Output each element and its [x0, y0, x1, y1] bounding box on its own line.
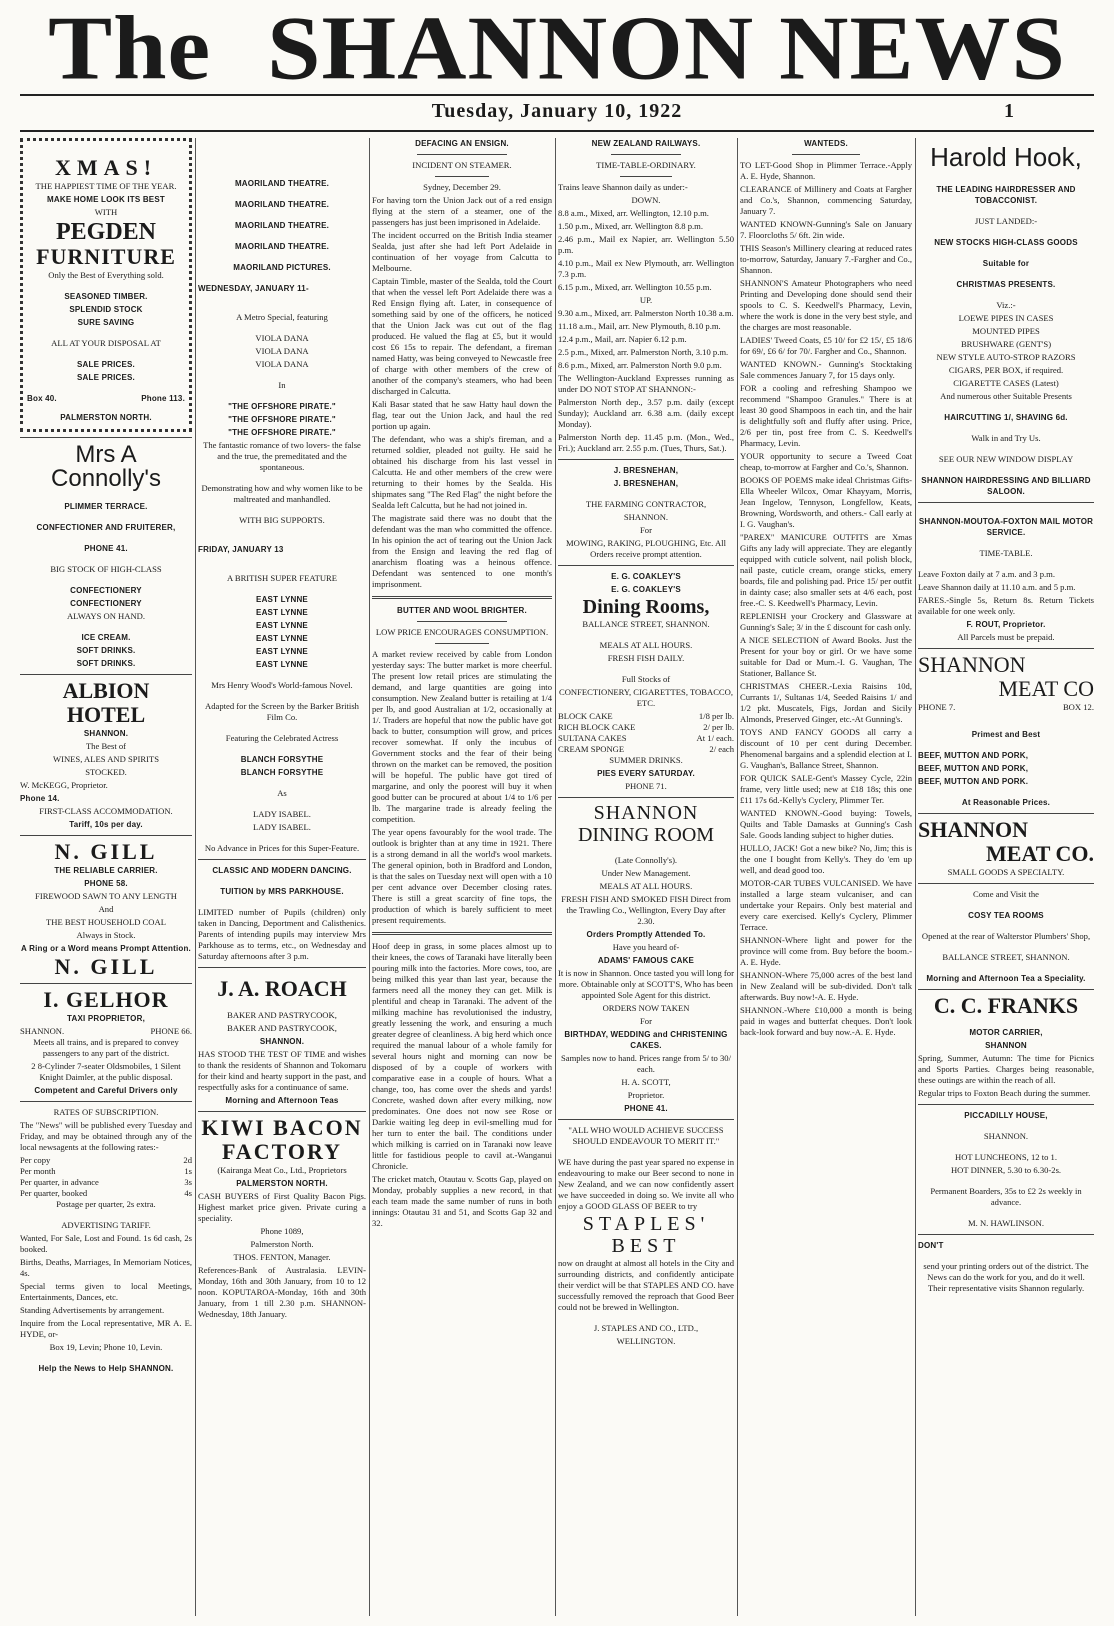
- train-row: 11.18 a.m., Mail, arr. New Plymouth, 8.10 p.m.: [558, 321, 721, 331]
- dancing-ad: CLASSIC AND MODERN DANCING. TUITION by MRS PARKHOUSE. LIMITED number of Pupils (children) only taken in Dancing, Deportment and Calisthenics. Parents of intending pupils may interview Mrs Parkhouse as to terms, etc., on Wednesday and Saturday afternoons after 3 p.m.: [198, 866, 366, 961]
- classified-item: SHANNON-Where light and power for the province will come from. Buy before the boom.-A. E. Hyde.: [740, 935, 912, 967]
- ad-text: ICE CREAM.: [81, 633, 131, 642]
- ad-text: A Ring or a Word means Prompt Attention.: [21, 944, 191, 953]
- classified-item: THIS Season's Millinery clearing at reduced rates to-morrow, Saturday, January 7.-Fargher and Co., Shannon.: [740, 243, 912, 275]
- classified-item: FOR QUICK SALE-Gent's Massey Cycle, 22in frame, very little used; new at £18 18s; this one £11 17s 6d.-Kelly's Cyclery, Plimmer Ter.: [740, 773, 912, 805]
- ad-text: PLIMMER TERRACE.: [64, 502, 148, 511]
- body-text: Box 19, Levin; Phone 10, Levin.: [49, 1342, 163, 1352]
- wanteds-list: [740, 160, 912, 1038]
- ad-text: SEASONED TIMBER.: [64, 292, 148, 301]
- article-headline: NEW ZEALAND RAILWAYS.: [591, 139, 701, 148]
- masthead-rule-bottom: [20, 130, 1094, 132]
- dining-heading: DINING ROOM: [577, 824, 715, 846]
- body-text: Special terms given to local Meetings, Entertainments, Dances, etc.: [20, 1281, 192, 1302]
- contact-row: [27, 393, 185, 404]
- classified-item: A NICE SELECTION of Award Books. Just the Present for your boy or girl. Or we have some suitable for Dad or Mum.-I. G. Vaughan, The Stationer, Ballance St.: [740, 635, 912, 678]
- column-6: [918, 138, 1094, 1616]
- train-row: 2.46 p.m., Mail ex Napier, arr. Wellington 5.50 p.m.: [558, 234, 734, 255]
- train-row: 2.5 p.m., Mixed, arr. Palmerston North, 3.10 p.m.: [558, 347, 729, 357]
- ad-text: SHANNON.: [83, 729, 129, 738]
- classified-item: WANTED KNOWN.- Gunning's Stocktaking Sale commences January 7, for 15 days only.: [740, 359, 912, 380]
- box-number: BOX 12.: [1062, 702, 1094, 712]
- ad-text: Only the Best of Everything sold.: [48, 270, 164, 280]
- classified-item: SHANNON'S Amateur Photographers who need Printing and Developing done should send their spools to C. S. Keedwell's Pharmacy, Levin, where the work is done in the very best style, and the charges are most reasonable.: [740, 278, 912, 332]
- newspaper-title: [20, 0, 1094, 99]
- rate-row: Per quarter, booked 4s: [20, 1188, 192, 1198]
- gill-ad: [20, 841, 192, 978]
- column-2: [198, 138, 366, 1616]
- roach-ad: J. A. ROACH BAKER AND PASTRYCOOK, BAKER AND PASTRYCOOK, SHANNON. HAS STOOD THE TEST OF TIME and wishes to thank the residents of Shannon and Tokomaru for their kind and hearty support in the past, and respectfully asks for a continuance of same. Morning and Afternoon Teas: [198, 976, 366, 1105]
- piccadilly-ad: PICCADILLY HOUSE, SHANNON. HOT LUNCHEONS, 12 to 1. HOT DINNER, 5.30 to 6.30-2s. Permanent Boarders, 35s to £2 2s weekly in advance. M. N. HAWLINSON.: [930, 1111, 1082, 1228]
- column-divider: [737, 138, 738, 1616]
- train-row: 12.4 p.m., Mail, arr. Napier 6.12 p.m.: [558, 334, 687, 344]
- title-name: SHANNON NEWS: [267, 0, 1066, 99]
- ad-text: SHANNON.: [20, 1026, 65, 1036]
- ad-text: CONFECTIONERY: [70, 586, 142, 595]
- ad-text: SALE PRICES.: [77, 373, 135, 382]
- rate-row: Per month 1s: [20, 1166, 192, 1176]
- ad-text: THE RELIABLE CARRIER.: [54, 866, 158, 875]
- ad-text: W. McKEGG, Proprietor.: [20, 780, 108, 790]
- ad-text: SOFT DRINKS.: [76, 646, 136, 655]
- column-5: [740, 138, 912, 1616]
- train-row: 4.10 p.m., Mail ex New Plymouth, arr. Wellington 7.3 p.m.: [558, 258, 734, 279]
- classified-item: WANTED KNOWN.-Good buying: Towels, Quilts and Table Damasks at Gunning's Cash Sale. Goods landing subject to higher duties.: [740, 808, 912, 840]
- classified-item: WANTED KNOWN-Gunning's Sale on January 7. Floorcloths 5/ 6ft. 2in wide.: [740, 219, 912, 240]
- ad-text: SPLENDID STOCK: [69, 305, 143, 314]
- pegden-ad: [20, 138, 192, 432]
- ad-text: STOCKED.: [85, 767, 127, 777]
- ad-text: FIREWOOD SAWN TO ANY LENGTH: [35, 891, 177, 901]
- ad-text: Always in Stock.: [76, 930, 136, 940]
- hotel-heading: HOTEL: [66, 702, 146, 727]
- phone-number: PHONE 7.: [918, 702, 956, 712]
- body-text: Inquire from the Local representative, MR A. E. HYDE, or-: [20, 1318, 192, 1339]
- classified-item: SHANNON.-Where £10,000 a month is being paid in wages and butterfat cheques. Don't look back-look forward and buy now.-A. E. Hyde.: [740, 1005, 912, 1037]
- ad-text: SURE SAVING: [77, 318, 135, 327]
- taranaki-article: Hoof deep in grass, in some places almost up to their knees, the cows of Taranaki have literally been pouring milk into the factories. More cows, too, are being milked this year than last year, because the farmers need all the money they can get. Milk is plentiful and cheap in Taranaki. The advent of the milking machine has revolutionised the industry, greatly lessening the work, and ensuring a much greater degree of cleanliness. A big herd which once required the manual labour of a whole family for several hours night and morning can now be disposed of by a couple of workers with comparative ease in a couple of hours. What a change, too, has come over the sheds and yards! Concrete, washed down after every milking, now predominates. One does not now see Rose or Darkie waiting leg deep in evil-smelling mud for her turn to enter the bail. The conditions under which milking is carried on in Taranaki now leave little for fastidious people to cavil at.-Wanganui Chronicle. The cricket match, Otautau v. Scotts Gap, played on Monday, probably supplies a new record, in that each team made the same number of runs in both innings: Otautau 31 and 51, and Scotts Gap 32 and 32.: [372, 941, 552, 1228]
- dining-rooms-heading: Dining Rooms,: [582, 596, 710, 618]
- butter-article: BUTTER AND WOOL BRIGHTER. LOW PRICE ENCOURAGES CONSUMPTION. A market review received by cable from London yesterday says: The butter market is more cheerful. The present low retail prices are stimulating the demand, and large quantities are going into consumption. New Zealand butter is retailing at 1/4 per lb, and good Australian at 1/2, occasionally at 1/. Traders are hopeful that now the public have got back to butter, consumption will grow, and prices recover somewhat. If only the incubus of Government stocks and the fear of their being thrown on the market can be removed, the position will be hopeful. The public have got tired of margarine, and only the poorest will buy it when good butter can be procured at about 1/4 to 1/6 per lb. The margarine trade is already feeling the competition. The year opens favourably for the wool trade. The outlook is brighter than at any time in 1921. There is a strong demand in all the world's wool markets. The general opinion, both in Bradford and London, is that the sales on Tuesday next will open with a 10 per cent advance over December closing rates. There is still a great scarcity of fine tops, the production of which is barely sufficient to meet present requirements.: [372, 606, 552, 925]
- meat-heading: SHANNON: [918, 817, 1029, 842]
- phone-number: PHONE 66.: [150, 1026, 192, 1036]
- box-number: Box 40.: [27, 394, 57, 403]
- article-subhead: LOW PRICE ENCOURAGES CONSUMPTION.: [375, 627, 549, 637]
- classified-item: TOYS AND FANCY GOODS all carry a discount of 10 per cent during December. Phenomenal bargains and a splendid election at I. G. Vaughan's, Ballance Street, Shannon.: [740, 727, 912, 770]
- ad-text: Meets all trains, and is prepared to convey passengers to any part of the district.: [33, 1037, 179, 1058]
- ad-text: SOFT DRINKS.: [76, 659, 136, 668]
- advertising-tariff: [20, 1220, 192, 1374]
- classified-item: TO LET-Good Shop in Plimmer Terrace.-Apply A. E. Hyde, Shannon.: [740, 160, 912, 181]
- kiwi-heading: KIWI BACON: [201, 1115, 363, 1140]
- gill-heading: N. GILL: [54, 954, 158, 979]
- mail-motor-ad: SHANNON-MOUTOA-FOXTON MAIL MOTOR SERVICE. TIME-TABLE. Leave Foxton daily at 7 a.m. and 3 p.m. Leave Shannon daily at 11.10 a.m. and 5 p.m. FARES.-Single 5s, Return 8s. Return Tickets available for one week only. F. ROUT, Proprietor. All Parcels must be prepaid.: [918, 517, 1094, 642]
- ad-text: CONFECTIONER AND FRUITERER,: [36, 523, 176, 532]
- article-headline: BUTTER AND WOOL BRIGHTER.: [397, 606, 527, 615]
- meat-co-ad-2: SHANNON MEAT CO. SMALL GOODS A SPECIALTY.: [918, 817, 1094, 877]
- column-divider: [555, 138, 556, 1616]
- classified-item: HULLO, JACK! Got a new bike? No, Jim; this is the one I bought from Kelly's. They do 'em up well, and dead good too.: [740, 843, 912, 875]
- program-date: FRIDAY, JANUARY 13: [198, 545, 284, 554]
- ad-text: PHONE 58.: [84, 879, 128, 888]
- best-heading: BEST: [611, 1235, 681, 1257]
- ad-text: SALE PRICES.: [77, 360, 135, 369]
- classified-item: MOTOR-CAR TUBES VULCANISED. We have installed a large steam vulcaniser, and can undertake your Repairs. Only best material and every care exercised. Kelly's Cyclery, Plimmer Terrace.: [740, 878, 912, 932]
- meat-heading: SHANNON: [918, 652, 1026, 677]
- slogan: Help the News to Help SHANNON.: [38, 1364, 174, 1373]
- contact-row: [918, 702, 1094, 713]
- harold-hook-ad: Harold Hook, THE LEADING HAIRDRESSER AND TOBACCONIST. JUST LANDED:- NEW STOCKS HIGH-CLASS GOODS Suitable for CHRISTMAS PRESENTS. Viz.:- LOEWE PIPES IN CASES MOUNTED PIPES BRUSHWARE (GENT'S) NEW STYLE AUTO-STROP RAZORS CIGARS, PER BOX, if required. CIGARETTE CASES (Latest) And numerous other Suitable Presents HAIRCUTTING 1/, SHAVING 6d. Walk in and Try Us. SEE OUR NEW WINDOW DISPLAY SHANNON HAIRDRESSING AND BILLIARD SALOON.: [918, 144, 1094, 497]
- ad-text: PHONE 41.: [84, 544, 128, 553]
- theatre-ad: MAORILAND THEATRE. MAORILAND THEATRE. MAORILAND THEATRE. MAORILAND THEATRE. MAORILAND PICTURES. WEDNESDAY, JANUARY 11- A Metro Special, featuring VIOLA DANA VIOLA DANA VIOLA DANA In "THE OFFSHORE PIRATE." "THE OFFSHORE PIRATE." "THE OFFSHORE PIRATE." The fantastic romance of two lovers- the false and the true, the premeditated and the spontaneous. Demonstrating how and why women like to be maltreated and manhandled. WITH BIG SUPPORTS. FRIDAY, JANUARY 13 A BRITISH SUPER FEATURE EAST LYNNE EAST LYNNE EAST LYNNE EAST LYNNE EAST LYNNE EAST LYNNE Mrs Henry Wood's World-famous Novel. Adapted for the Screen by the Barker British Film Co. Featuring the Celebrated Actress BLANCH FORSYTHE BLANCH FORSYTHE As LADY ISABEL. LADY ISABEL. No Advance in Prices for this Super-Feature.: [198, 178, 366, 854]
- factory-heading: FACTORY: [222, 1139, 342, 1164]
- classified-item: CHRISTMAS CHEER.-Lexia Raisins 10d, Currants 1/, Sultanas 1/4, Seeded Raisins 1/ and 1/2 pkt. Muscatels, Figs, Jordan and Sicily Almonds, Preserved Ginger, etc.-At Gunning's.: [740, 681, 912, 724]
- ad-text: WINES, ALES AND SPIRITS: [53, 754, 159, 764]
- dining-room-ad: SHANNON DINING ROOM (Late Connolly's). Under New Management. MEALS AT ALL HOURS. FRESH FISH AND SMOKED FISH Direct from the Trawling Co., Wellington, Every Day after 2.30. Orders Promptly Attended To. Have you heard of- ADAMS' FAMOUS CAKE It is now in Shannon. Once tasted you will long for more. Obtainable only at SCOTT'S, Who has been appointed Sole Agent for this district. ORDERS NOW TAKEN For BIRTHDAY, WEDDING and CHRISTENING CAKES. Samples now to hand. Prices range from 5/ to 30/ each. H. A. SCOTT, Proprietor. PHONE 41.: [558, 802, 734, 1113]
- ad-text: CONFECTIONERY: [70, 599, 142, 608]
- train-row: 6.15 p.m., Mixed, arr. Wellington 10.55 p.m.: [558, 282, 712, 292]
- ad-text: PALMERSTON NORTH.: [60, 413, 152, 422]
- connolly-heading: Mrs A Connolly's: [51, 441, 161, 492]
- rate-row: Per copy 2d: [20, 1155, 192, 1165]
- subscription-rates: [20, 1107, 192, 1210]
- gelhor-heading: I. GELHOR: [43, 987, 169, 1012]
- hook-heading: Harold Hook,: [930, 142, 1082, 172]
- franks-heading: C. C. FRANKS: [933, 993, 1079, 1018]
- franks-ad: C. C. FRANKS MOTOR CARRIER, SHANNON Spring, Summer, Autumn: The time for Picnics and Sports Parties. Charges being reasonable, these outings are within the reach of all. Regular trips to Foxton Beach during the summer.: [918, 993, 1094, 1098]
- column-1: [20, 138, 192, 1616]
- column-divider: [369, 138, 370, 1616]
- pegden-heading: PEGDEN: [55, 219, 156, 245]
- dining-heading: SHANNON: [593, 802, 699, 824]
- gelhor-ad: [20, 989, 192, 1096]
- masthead: [20, 0, 1094, 150]
- phone-number: Phone 113.: [141, 394, 185, 403]
- classified-item: REPLENISH your Crockery and Glassware at Gunning's Sale; 3/ in the £ discount for cash only.: [740, 611, 912, 632]
- ad-text: TAXI PROPRIETOR,: [66, 1014, 146, 1023]
- railways-timetable: NEW ZEALAND RAILWAYS. TIME-TABLE-ORDINARY. Trains leave Shannon daily as under:- DOWN. 8.8 a.m., Mixed, arr. Wellington, 12.10 p.m. 1.50 p.m., Mixed, arr. Wellington 8.8 p.m. 2.46 p.m., Mail ex Napier, arr. Wellington 5.50 p.m. 4.10 p.m., Mail ex New Plymouth, arr. Wellington 7.3 p.m. 6.15 p.m., Mixed, arr. Wellington 10.55 p.m. UP. 9.30 a.m., Mixed, arr. Palmerston North 10.38 a.m. 11.18 a.m., Mail, arr. New Plymouth, 8.10 p.m. 12.4 p.m., Mail, arr. Napier 6.12 p.m. 2.5 p.m., Mixed, arr. Palmerston North, 3.10 p.m. 8.6 p.m., Mixed, arr. Palmerston North 9.0 p.m. The Wellington-Auckland Expresses running as under DO NOT STOP AT SHANNON:- Palmerston North dep., 3.57 p.m. daily (except Sunday); Auckland arr. 6.38 a.m. (daily except Monday). Palmerston North dep. 11.45 p.m. (Mon., Wed., Fri.); Auckland arr. 2.55 p.m. (Tues, Thurs, Sat.).: [558, 139, 734, 453]
- issue-date: Tuesday, January 10, 1922: [431, 100, 683, 122]
- ad-text: Tariff, 10s per day.: [69, 820, 143, 829]
- columns: [20, 138, 1094, 1616]
- article-headline: DEFACING AN ENSIGN.: [415, 139, 509, 148]
- ad-text: The Best of: [85, 741, 127, 751]
- train-row: 8.6 p.m., Mixed, arr. Palmerston North 9.0 p.m.: [558, 360, 722, 370]
- ad-text: FIRST-CLASS ACCOMMODATION.: [39, 806, 173, 816]
- staples-ad: "ALL WHO WOULD ACHIEVE SUCCESS SHOULD ENDEAVOUR TO MERIT IT." WE have during the past year spared no expense in endeavouring to make our Beer second to none in New Zealand, and we can now confidently assert we have succeeded in doing so. We invite all who enjoy a GOOD GLASS OF BEER to try STAPLES' BEST now on draught at almost all hotels in the City and surrounding districts, and confidently anticipate their verdict will be that STAPLES AND CO. have successfully removed the reproach that Good Beer could not be brewed in Wellington. J. STAPLES AND CO., LTD., WELLINGTON.: [558, 1125, 734, 1346]
- meat-heading: MEAT CO.: [986, 841, 1094, 866]
- ad-text: THE BEST HOUSEHOLD COAL: [46, 917, 166, 927]
- meat-co-ad: SHANNON MEAT CO PHONE 7. BOX 12. Primest and Best BEEF, MUTTON AND PORK, BEEF, MUTTON AND PORK, BEEF, MUTTON AND PORK. At Reasonable Prices.: [918, 652, 1094, 807]
- roach-heading: J. A. ROACH: [217, 976, 347, 1001]
- column-divider: [915, 138, 916, 1616]
- classified-item: YOUR opportunity to secure a Tweed Coat cheap, to-morrow at Fargher and Co.'s, Shannon.: [740, 451, 912, 472]
- contact-row: [20, 1026, 192, 1037]
- tea-rooms-ad: Come and Visit the COSY TEA ROOMS Opened at the rear of Walterstor Plumbers' Shop, BALLANCE STREET, SHANNON. Morning and Afternoon Tea a Speciality.: [921, 889, 1091, 983]
- classified-item: BOOKS OF POEMS make ideal Christmas Gifts-Ella Wheeler Wilcox, Omar Khayyam, Morris, Jean Ingelow, Tennyson, Longfellow, Keats, Browning, Wordsworth, and others.- Call early at I. G. Vaughan's.: [740, 475, 912, 529]
- xmas-heading: XMAS!: [54, 155, 158, 180]
- coakley-ad: E. G. COAKLEY'S E. G. COAKLEY'S Dining Rooms, BALLANCE STREET, SHANNON. MEALS AT ALL HOURS. FRESH FISH DAILY. Full Stocks of CONFECTIONERY, CIGARETTES, TOBACCO, ETC. BLOCK CAKE 1/8 per lb. RICH BLOCK CAKE 2/ per lb. SULTANA CAKES At 1/ each. CREAM SPONGE 2/ each SUMMER DRINKS. PIES EVERY SATURDAY. PHONE 71.: [558, 572, 734, 791]
- ad-text: WITH: [94, 207, 118, 217]
- classified-item: SHANNON-Where 75,000 acres of the best land in New Zealand will be sub-divided. Don't talk afterwards. Buy now!-A. E. Hyde.: [740, 970, 912, 1002]
- kiwi-bacon-ad: KIWI BACON FACTORY (Kairanga Meat Co., Ltd., Proprietors PALMERSTON NORTH. CASH BUYERS of First Quality Bacon Pigs. Highest market price given. Private curing a speciality. Phone 1089, Palmerston North. THOS. FENTON, Manager. References-Bank of Australasia. LEVIN-Monday, 16th and 30th January, from 10 to 12 noon. KOPUTAROA-Monday, 16th and 30th January, from 1 till 2.30 p.m. SHANNON-Wednesday, 18th January.: [198, 1115, 366, 1319]
- staples-heading: STAPLES': [582, 1213, 710, 1235]
- ad-text: ALWAYS ON HAND.: [66, 611, 146, 621]
- albion-heading: ALBION: [62, 678, 150, 703]
- classified-item: CLEARANCE of Millinery and Coats at Fargher and Co.'s, Shannon, commencing Saturday, January 7.: [740, 184, 912, 216]
- ad-text: Phone 14.: [20, 794, 60, 803]
- price-row: SULTANA CAKES At 1/ each.: [558, 733, 734, 743]
- ad-text: ALL AT YOUR DISPOSAL AT: [51, 338, 161, 348]
- body-text: Postage per quarter, 2s extra.: [56, 1199, 156, 1209]
- body-text: The "News" will be published every Tuesday and Friday, and may be obtained through any of the local newsagents at the following rates:-: [20, 1120, 192, 1152]
- ensign-article: DEFACING AN ENSIGN. INCIDENT ON STEAMER. Sydney, December 29. For having torn the Union Jack out of a red ensign flying at the stern of a steamer, one of the passengers has just been imprisoned in Adelaide. The incident occurred on the British India steamer Sealda, just after she had left Port Adelaide in continuation of her voyage from Calcutta to Melbourne. Captain Timble, master of the Sealda, told the Court that when the vessel left Port Adelaide there was a Red Ensign flying aft. Later, in consequence of something said by one of the officers, he noticed that the Union Jack was cut out of the flag produced. He valued the flag at £5, but it would cost £6 15s to repair. The defendant, a fireman named Hatty, was being conveyed to Newcastle free of charge with other members of the crew of another of the company's steamers, who had been discharged in Calcutta. Kali Basar stated that he saw Hatty haul down the flag, tear out the Union Jack, and haul the red portion up again. The defendant, who was a ship's fireman, and a returned soldier, pleaded not guilty. He said he obtained his discharge from his last vessel in Calcutta. He and other members of the crew were returning to their homes by the Sealda. His shipmates sang "The Red Flag" the night before the Sealda left Calcutta, but he had not joined in. The magistrate said there was no doubt that the defendant was the man who committed the offence. In his opinion the act of tearing out the Union Jack from the Ensign and leaving the red flag of anarchism floating was a heinous offence. Defendant was sentenced to one month's imprisonment.: [372, 139, 552, 589]
- page-number: 1: [1004, 100, 1014, 122]
- column-divider: [195, 138, 196, 1616]
- price-row: CREAM SPONGE 2/ each: [558, 744, 734, 754]
- train-row: 9.30 a.m., Mixed, arr. Palmerston North 10.38 a.m.: [558, 308, 734, 318]
- price-row: RICH BLOCK CAKE 2/ per lb.: [558, 722, 734, 732]
- dont-ad: DON'T send your printing orders out of the district. The News can do the work for you, and do it well. Their representative visits Shannon regularly.: [918, 1241, 1089, 1293]
- section-heading: RATES OF SUBSCRIPTION.: [53, 1107, 159, 1117]
- column-4: [558, 138, 734, 1616]
- article-subhead: INCIDENT ON STEAMER.: [412, 160, 512, 170]
- price-row: BLOCK CAKE 1/8 per lb.: [558, 711, 734, 721]
- wanteds-heading: WANTEDS.: [804, 139, 848, 148]
- ad-text: And: [98, 904, 114, 914]
- classified-item: LADIES' Tweed Coats, £5 10/ for £2 15/, £5 18/6 for 69/, £6 6/ for 70/. Fargher and Co., Shannon.: [740, 335, 912, 356]
- body-text: Standing Advertisements by arrangement.: [20, 1305, 165, 1315]
- train-row: 1.50 p.m., Mixed, arr. Wellington 8.8 p.m.: [558, 221, 703, 231]
- rate-row: Per quarter, in advance 3s: [20, 1177, 192, 1187]
- gill-heading: N. GILL: [54, 839, 158, 864]
- ad-text: BIG STOCK OF HIGH-CLASS: [50, 564, 162, 574]
- classified-item: "PAREX" MANICURE OUTFITS are Xmas Gifts any lady will appreciate. They are elegantly equipped with cuticle solvent, nail polish block, nail paste, cuticle cream, orange sticks, emery boards, file and polishing pad. Price 15/ per outfit in dainty case; also smaller sets at 4/6 each, post free.-C. S. Keedwell's Pharmacy, Levin.: [740, 532, 912, 608]
- ad-text: MAKE HOME LOOK ITS BEST: [47, 195, 165, 204]
- title-the: The: [48, 0, 212, 99]
- body-text: Wanted, For Sale, Lost and Found. 1s 6d cash, 2s booked.: [20, 1233, 192, 1254]
- column-3: [372, 138, 552, 1616]
- section-heading: ADVERTISING TARIFF.: [61, 1220, 151, 1230]
- program-date: WEDNESDAY, JANUARY 11-: [198, 284, 309, 293]
- furniture-heading: FURNITURE: [36, 244, 176, 269]
- ad-text: 2 8-Cylinder 7-seater Oldsmobiles, 1 Silent Knight Daimler, at the public disposal.: [31, 1061, 181, 1082]
- bresnehan-ad: J. BRESNEHAN, J. BRESNEHAN, THE FARMING CONTRACTOR, SHANNON. For MOWING, RAKING, PLOUGHING, Etc. All Orders receive prompt attention.: [566, 466, 726, 559]
- body-text: Births, Deaths, Marriages, In Memoriam Notices, 4s.: [20, 1257, 192, 1278]
- masthead-rule-top: [20, 94, 1094, 96]
- ad-text: Competent and Careful Drivers only: [34, 1086, 178, 1095]
- train-row: 8.8 a.m., Mixed, arr. Wellington, 12.10 p.m.: [558, 208, 709, 218]
- albion-hotel-ad: [20, 680, 192, 830]
- meat-heading: MEAT CO: [998, 676, 1094, 701]
- ad-text: THE HAPPIEST TIME OF THE YEAR.: [35, 181, 177, 191]
- connolly-ad: [20, 443, 192, 669]
- classified-item: FOR a cooling and refreshing Shampoo we recommend "Shampoo Granules." There is at least 30 good Shampoos in each tin, and the hair is delightfully soft and fluffy after using. Price, 2/6 per tin, post free from C. S. Keedwell's Pharmacy, Levin.: [740, 383, 912, 448]
